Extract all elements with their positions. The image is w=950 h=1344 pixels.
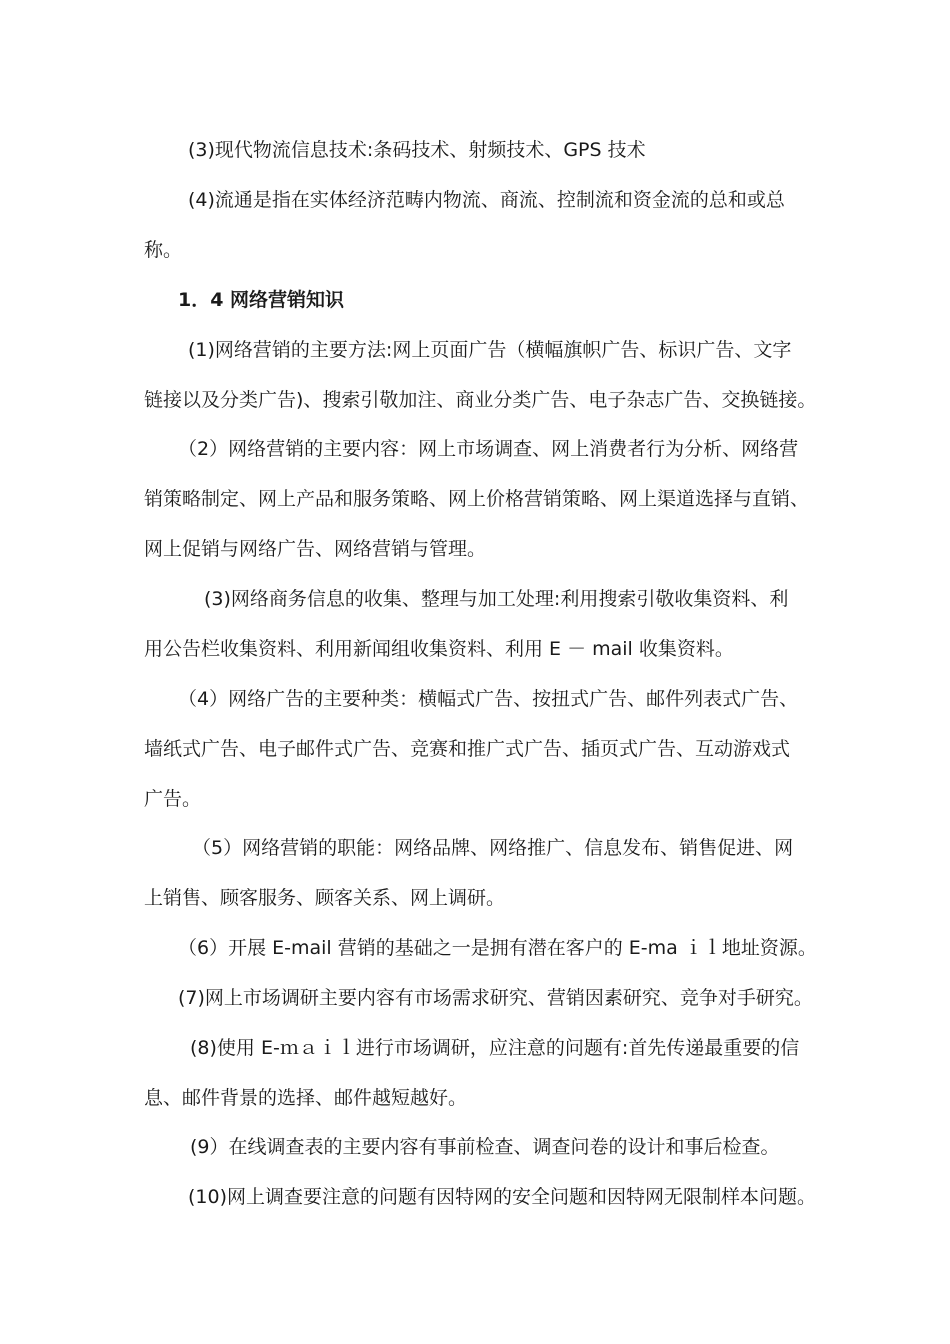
item-5-line-2: 上销售、顾客服务、顾客关系、网上调研。 [144,887,506,909]
item-2-line-1: （2）网络营销的主要内容：网上市场调查、网上消费者行为分析、网络营 [178,438,799,460]
paragraph-3-line-1: (3)现代物流信息技术:条码技术、射频技术、GPS 技术 [188,139,646,161]
section-heading: 1．4 网络营销知识 [178,289,345,311]
item-7-line-1: (7)网上市场调研主要内容有市场需求研究、营销因素研究、竞争对手研究。 [178,987,813,1009]
item-4-line-3: 广告。 [144,788,202,810]
item-4-line-1: （4）网络广告的主要种类：横幅式广告、按扭式广告、邮件列表式广告、 [178,688,799,710]
item-9-line-1: (9）在线调查表的主要内容有事前检查、调查问卷的设计和事后检查。 [190,1136,780,1158]
item-8-line-2: 息、邮件背景的选择、邮件越短越好。 [144,1087,468,1109]
paragraph-4-line-1: (4)流通是指在实体经济范畴内物流、商流、控制流和资金流的总和或总 [188,189,785,211]
item-4-line-2: 墙纸式广告、电子邮件式广告、竞赛和推广式广告、插页式广告、互动游戏式 [144,738,791,760]
item-2-line-2: 销策略制定、网上产品和服务策略、网上价格营销策略、网上渠道选择与直销、 [144,488,810,510]
item-10-line-1: (10)网上调查要注意的问题有因特网的安全问题和因特网无限制样本问题。 [188,1186,817,1208]
item-5-line-1: （5）网络营销的职能：网络品牌、网络推广、信息发布、销售促进、网 [192,837,794,859]
item-3-line-1: (3)网络商务信息的收集、整理与加工处理:利用搜索引敬收集资料、利 [204,588,789,610]
item-3-line-2: 用公告栏收集资料、利用新闻组收集资料、利用 E － mail 收集资料。 [144,638,734,660]
item-1-line-1: (1)网络营销的主要方法:网上页面广告（横幅旗帜广告、标识广告、文字 [188,339,792,361]
paragraph-4-line-2: 称。 [144,239,183,261]
item-1-line-2: 链接以及分类广告)、搜索引敬加注、商业分类广告、电子杂志广告、交换链接。 [144,389,817,411]
item-6-line-1: （6）开展 E-mail 营销的基础之一是拥有潜在客户的 E-ma ｉｌ地址资源。 [178,937,817,959]
item-8-line-1: (8)使用 E-ｍａｉｌ进行市场调研，应注意的问题有:首先传递最重要的信 [190,1037,800,1059]
item-2-line-3: 网上促销与网络广告、网络营销与管理。 [144,538,487,560]
